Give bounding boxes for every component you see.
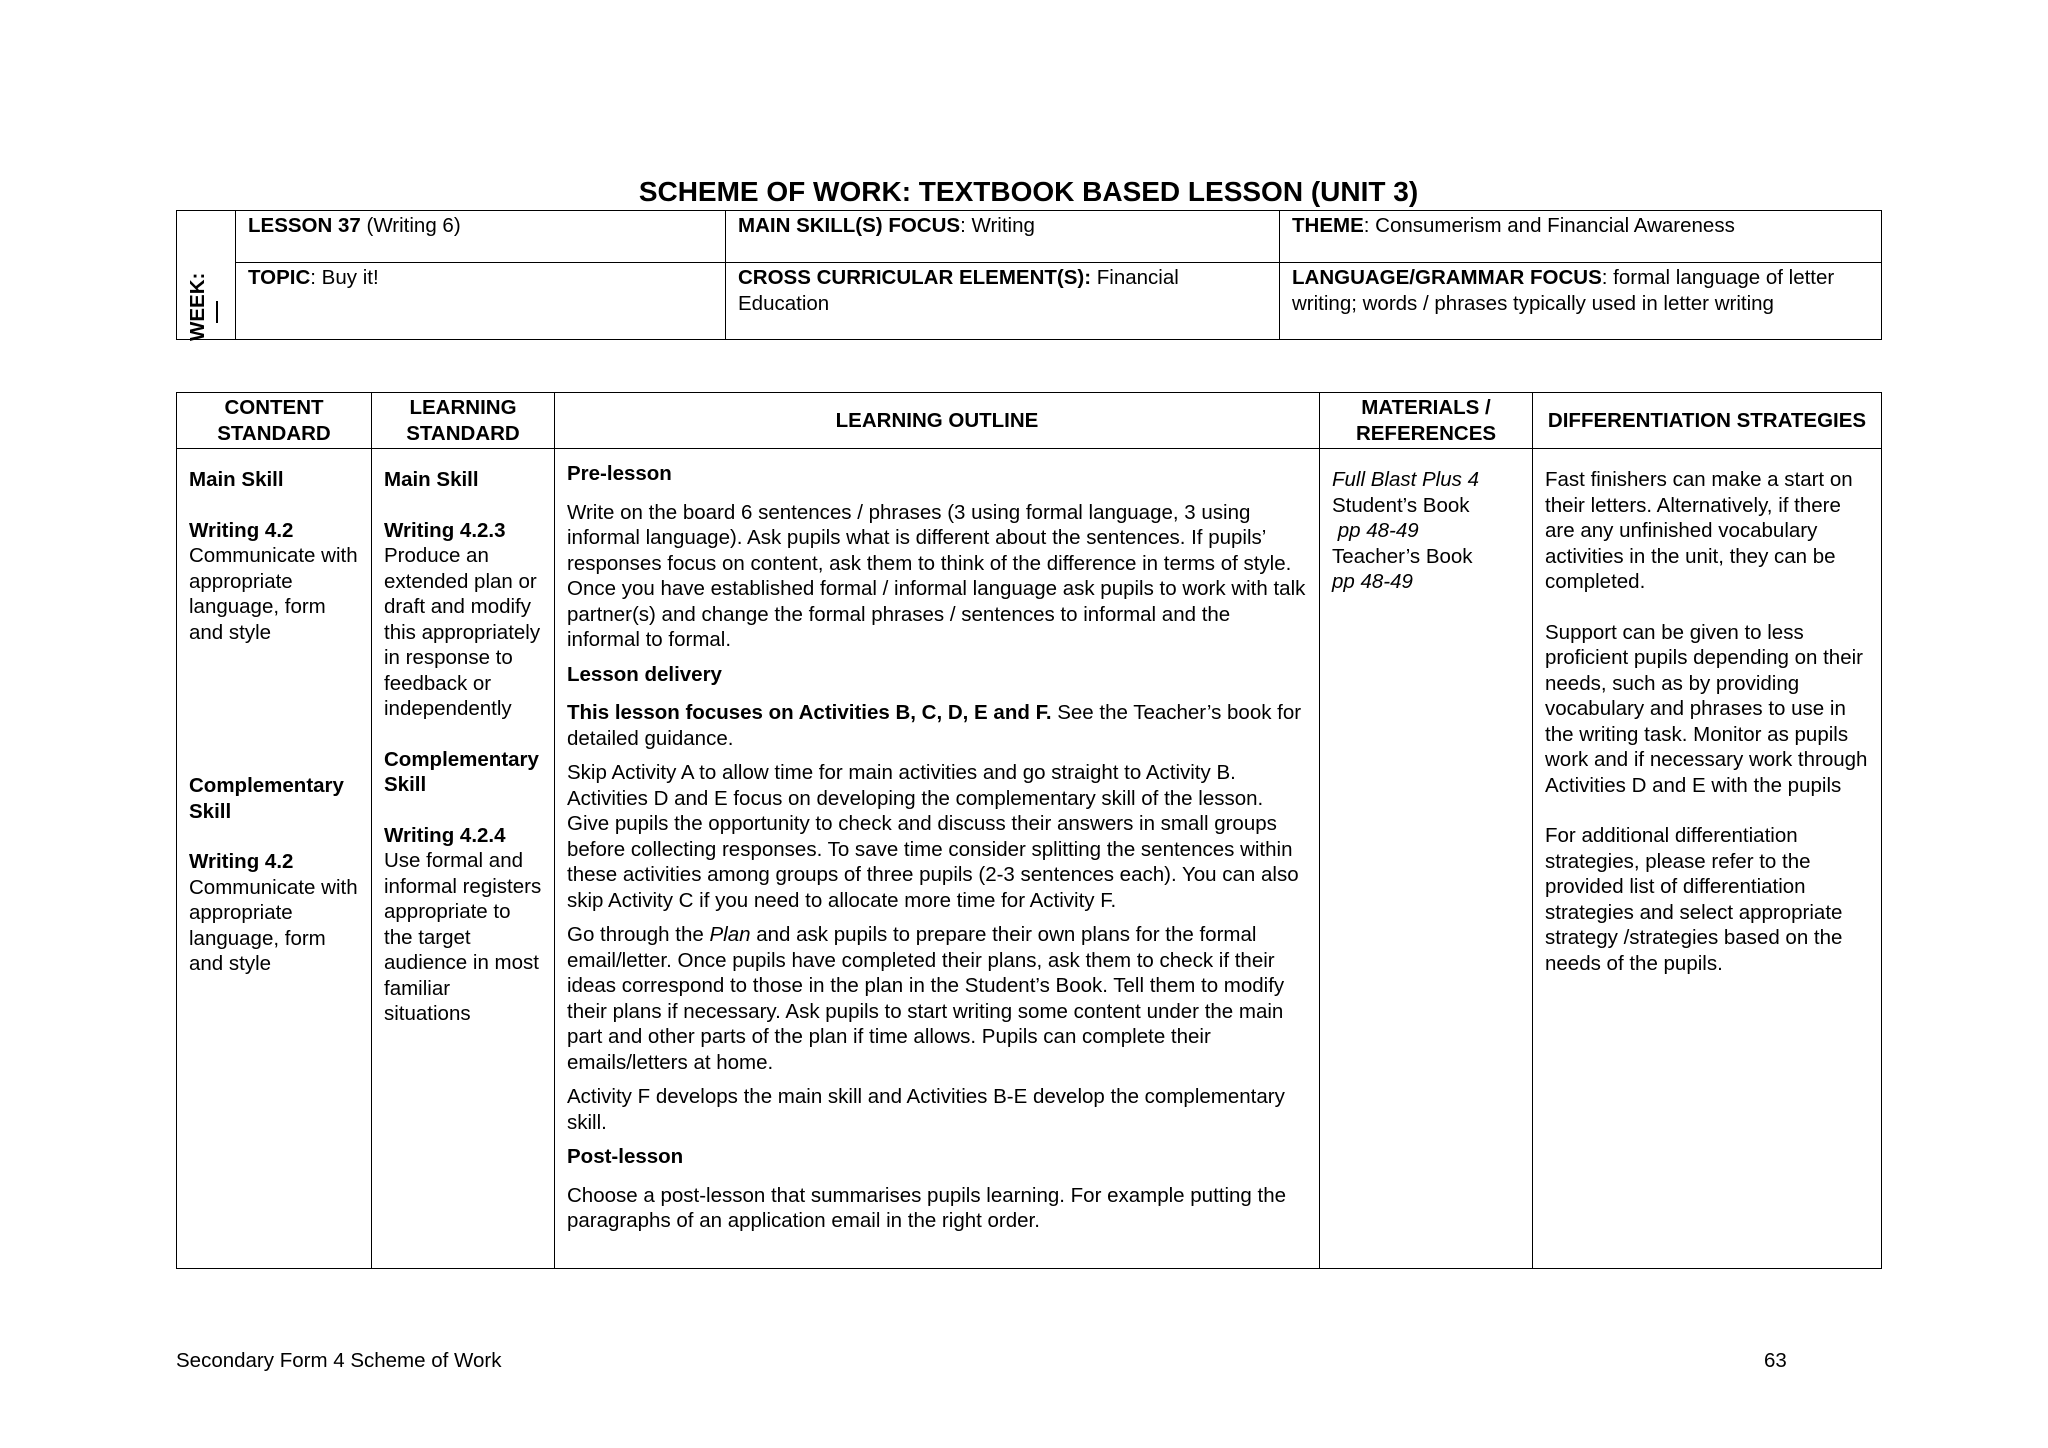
learning-comp-text: Use formal and informal registers appropriate to the target audience in most familiar situations [384, 849, 542, 1025]
page-number: 63 [1764, 1349, 1787, 1372]
materials-teachers-book: Teacher’s Book [1332, 544, 1473, 568]
main-skill-label: MAIN SKILL(S) FOCUS [738, 214, 961, 237]
pre-lesson-text: Write on the board 6 sentences / phrases (3 using formal language, 3 using informal language). Ask pupils what is different about the sentences. If pupils’ responses focus on content, ask them to think of the difference in terms of style. Once you have established formal / informal language ask pupils to work with talk partner(s) and change the formal phrases / sentences to informal and the informal to formal. [567, 500, 1306, 651]
content-comp-heading: Complementary Skill [189, 774, 344, 823]
week-cell [177, 211, 236, 340]
content-comp-text: Communicate with appropriate language, form and style [189, 875, 358, 975]
plan-italic: Plan [709, 923, 751, 946]
lesson-focus-rest: See the Teacher’s book for detailed guidance. [567, 701, 1302, 750]
learning-comp-heading: Complementary Skill [384, 747, 539, 796]
page-title: SCHEME OF WORK: TEXTBOOK BASED LESSON (UNIT 3) [638, 176, 1419, 207]
col-header-learning-outline: LEARNING OUTLINE [555, 393, 1320, 449]
lesson-focus-paragraph [567, 700, 1307, 751]
lesson-plan-table [176, 392, 1882, 1269]
content-main-heading: Main Skill [189, 468, 284, 491]
plan-pre: Go through the [567, 923, 710, 946]
col-header-materials: MATERIALS / REFERENCES [1320, 393, 1533, 449]
lesson-cell [236, 211, 726, 263]
week-value [216, 301, 218, 323]
theme-cell [1280, 211, 1882, 263]
content-main-text: Communicate with appropriate language, form and style [189, 544, 358, 644]
materials-cell [1320, 449, 1533, 1269]
content-main-code: Writing 4.2 [189, 518, 294, 542]
lesson-focus-bold: This lesson focuses on Activities B, C, D, E and F. [567, 701, 1052, 724]
footer-title: Secondary Form 4 Scheme of Work [176, 1349, 502, 1372]
activity-f-text: Activity F develops the main skill and Activities B-E develop the complementary skill. [567, 1085, 1285, 1134]
theme-label: THEME [1292, 214, 1364, 237]
language-focus-value: : formal language of letter writing; words / phrases typically used in letter writing [1292, 266, 1835, 315]
learning-main-heading: Main Skill [384, 468, 479, 491]
learning-standard-cell [372, 449, 555, 1269]
learning-outline-cell [555, 449, 1320, 1269]
col-header-learning-standard: LEARNING STANDARD [372, 393, 555, 449]
week-label: WEEK: [186, 272, 209, 341]
topic-value: : Buy it! [310, 266, 379, 289]
differentiation-p2: Support can be given to less proficient pupils depending on their needs, such as by providing vocabulary and phrases to use in the writing task. Monitor as pupils work and if necessary work through Activities D and E with the pupils [1545, 620, 1868, 797]
language-focus-label: LANGUAGE/GRAMMAR FOCUS [1292, 266, 1602, 289]
materials-sb-pages: pp 48-49 [1332, 519, 1419, 542]
learning-main-text: Produce an extended plan or draft and modify this appropriately in response to feedback or independently [384, 544, 541, 720]
cross-curricular-label: CROSS CURRICULAR ELEMENT(S): [738, 266, 1092, 289]
content-comp-code: Writing 4.2 [189, 850, 294, 873]
materials-students-book: Student’s Book [1332, 493, 1470, 517]
materials-book: Full Blast Plus 4 [1332, 468, 1479, 491]
theme-value: : Consumerism and Financial Awareness [1363, 214, 1735, 237]
learning-main-code: Writing 4.2.3 [384, 518, 506, 542]
learning-comp-code: Writing 4.2.4 [384, 823, 506, 847]
differentiation-p1: Fast finishers can make a start on their letters. Alternatively, if there are any unfinished vocabulary activities in the unit, they can be completed. [1545, 468, 1853, 593]
col-header-differentiation: DIFFERENTIATION STRATEGIES [1533, 393, 1882, 449]
topic-label: TOPIC [248, 266, 311, 289]
differentiation-p3: For additional differentiation strategies, please refer to the provided list of differentiation strategies and select appropriate strategy /strategies based on the needs of the pupils. [1545, 824, 1843, 975]
col-header-content-standard: CONTENT STANDARD [177, 393, 372, 449]
pre-lesson-heading: Pre-lesson [567, 462, 672, 485]
plan-paragraph [567, 922, 1307, 1075]
topic-cell [236, 263, 726, 340]
plan-post: and ask pupils to prepare their own plans for the formal email/letter. Once pupils have completed their plans, ask them to check if their ideas correspond to those in the plan in the Student’s Book. Tell them to modify their plans if necessary. Ask pupils to start writing some content under the main part and other parts of the plan if time allows. Pupils can complete their emails/letters at home. [567, 923, 1285, 1074]
skip-activity-text: Skip Activity A to allow time for main activities and go straight to Activity B. Activities D and E focus on developing the complementary skill of the lesson. Give pupils the opportunity to check and discuss their answers in small groups before collecting responses. To save time consider splitting the sentences within these activities among groups of three pupils (2-3 sentences each). You can also skip Activity C if you need to allocate more time for Activity F. [567, 761, 1299, 912]
main-skill-value: : Writing [960, 214, 1035, 237]
lesson-header-table [176, 210, 1882, 340]
language-focus-cell [1280, 263, 1882, 340]
materials-tb-pages: pp 48-49 [1332, 570, 1413, 593]
lesson-label: LESSON 37 [248, 214, 361, 237]
main-skill-cell [726, 211, 1280, 263]
content-standard-cell [177, 449, 372, 1269]
differentiation-cell [1533, 449, 1882, 1269]
post-lesson-heading: Post-lesson [567, 1145, 684, 1168]
lesson-value: (Writing 6) [360, 214, 461, 237]
post-lesson-text: Choose a post-lesson that summarises pupils learning. For example putting the paragraphs of an application email in the right order. [567, 1183, 1287, 1232]
lesson-delivery-heading: Lesson delivery [567, 662, 722, 686]
cross-curricular-value: Financial Education [738, 266, 1179, 315]
cross-curricular-cell [726, 263, 1280, 340]
